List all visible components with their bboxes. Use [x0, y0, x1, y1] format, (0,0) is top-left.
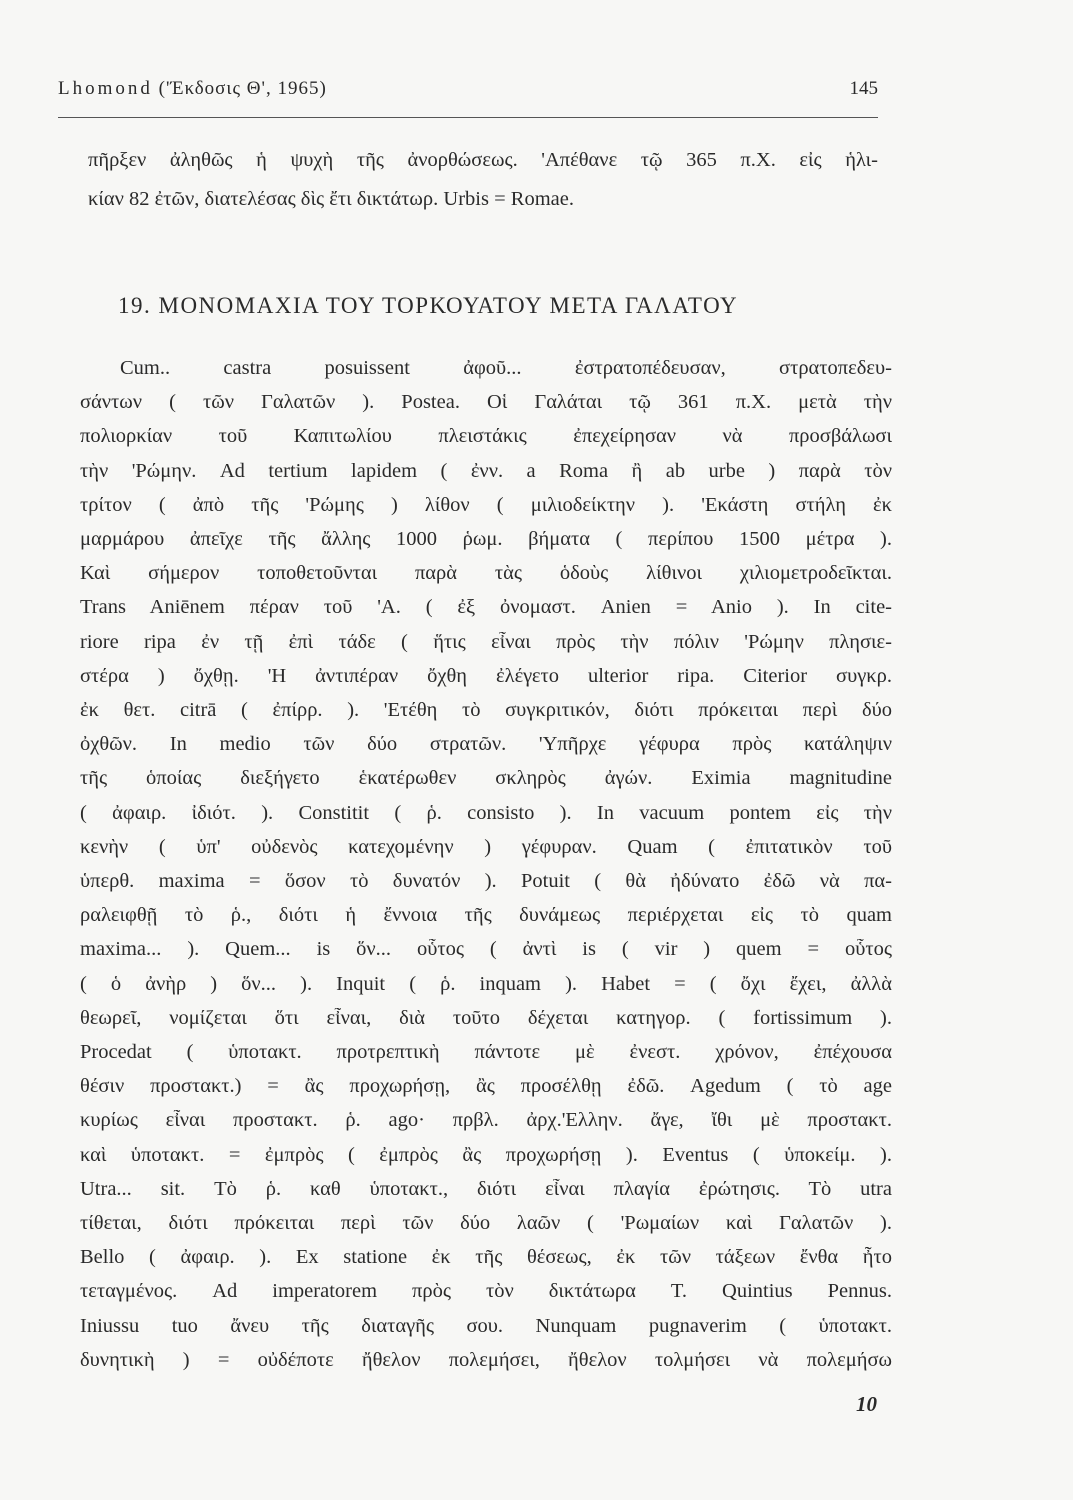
text-line: Procedat ( ὑποτακτ. προτρεπτικὴ πάντοτε μὲ ἐνεστ. χρόνον, ἐπέχουσα: [80, 1042, 892, 1063]
running-head-edition: ('Έκδοσις Θ', 1965): [158, 78, 327, 99]
text-line: ὀχθῶν. In medio τῶν δύο στρατῶν. 'Υπῆρχε γέφυρα πρὸς κατάληψιν: [80, 734, 892, 755]
text-line: τὴν 'Ρώμην. Ad tertium lapidem ( ἐνν. a Roma ἢ ab urbe ) παρὰ τὸν: [80, 461, 892, 482]
text-line: μαρμάρου ἀπεῖχε τῆς ἄλλης 1000 ῥωμ. βήματα ( περίπου 1500 μέτρα ).: [80, 529, 892, 550]
text-line: Καὶ σήμερον τοποθετοῦνται παρὰ τὰς ὁδοὺς λίθινοι χιλιομετροδεῖκται.: [80, 563, 892, 584]
text-line: τίθεται, διότι πρόκειται περὶ τῶν δύο λαῶν ( 'Ρωμαίων καὶ Γαλατῶν ).: [80, 1213, 892, 1234]
text-line: ( ἀφαιρ. ἰδιότ. ). Constitit ( ῥ. consisto ). In vacuum pontem εἰς τὴν: [80, 803, 892, 824]
running-head-author: Lhomond: [58, 78, 153, 99]
header-rule: [58, 117, 878, 118]
text-line: Utra... sit. Τὸ ῥ. καθ ὑποτακτ., διότι εἶναι πλαγία ἐρώτησις. Τὸ utra: [80, 1179, 892, 1200]
text-line: κενὴν ( ὑπ' οὐδενὸς κατεχομένην ) γέφυραν. Quam ( ἐπιτατικὸν τοῦ: [80, 837, 892, 858]
page-number: 145: [849, 78, 878, 99]
text-line: σάντων ( τῶν Γαλατῶν ). Postea. Οἱ Γαλάται τῷ 361 π.Χ. μετὰ τὴν: [80, 392, 892, 413]
text-line: Trans Aniēnem πέραν τοῦ 'Α. ( ἐξ ὀνομαστ. Anien = Anio ). In cite-: [80, 597, 892, 618]
text-line: Iniussu tuo ἄνευ τῆς διαταγῆς σου. Nunquam pugnaverim ( ὑποτακτ.: [80, 1316, 892, 1337]
text-line: ἐκ θετ. citrā ( ἐπίρρ. ). 'Ετέθη τὸ συγκριτικόν, διότι πρόκειται περὶ δύο: [80, 700, 892, 721]
text-line: πολιορκίαν τοῦ Καπιτωλίου πλειστάκις ἐπεχείρησαν νὰ προσβάλωσι: [80, 426, 892, 447]
text-line: τῆς ὁποίας διεξήγετο ἑκατέρωθεν σκληρὸς ἀγών. Eximia magnitudine: [80, 768, 892, 789]
text-line: δυνητικὴ ) = οὐδέποτε ἤθελον πολεμήσει, ἤθελον τολμήσει νὰ πολεμήσω: [80, 1350, 892, 1371]
text-line: τρίτον ( ἀπὸ τῆς 'Ρώμης ) λίθον ( μιλιοδείκτην ). 'Εκάστη στήλη ἐκ: [80, 495, 892, 516]
text-line: Bello ( ἀφαιρ. ). Ex statione ἐκ τῆς θέσεως, ἐκ τῶν τάξεων ἔνθα ἦτο: [80, 1247, 892, 1268]
signature-number: 10: [856, 1392, 877, 1416]
text-line: κίαν 82 ἐτῶν, διατελέσας δὶς ἔτι δικτάτωρ. Urbis = Romae.: [88, 189, 574, 210]
text-line: θεωρεῖ, νομίζεται ὅτι εἶναι, διὰ τοῦτο δέχεται κατηγορ. ( fortissimum ).: [80, 1008, 892, 1029]
text-line: maxima... ). Quem... is ὅν... οὗτος ( ἀντὶ is ( vir ) quem = οὗτος: [80, 939, 892, 960]
text-line: ὑπερθ. maxima = ὅσον τὸ δυνατόν ). Potuit ( θὰ ἠδύνατο ἐδῶ νὰ πα-: [80, 871, 892, 892]
section-title: 19. ΜΟΝΟΜΑΧΙΑ ΤΟΥ ΤΟΡΚΟΥΑΤΟΥ ΜΕΤΑ ΓΑΛΑΤΟΥ: [118, 293, 739, 318]
text-line: κυρίως εἶναι προστακτ. ῥ. ago· πρβλ. ἀρχ.'Ελλην. ἄγε, ἴθι μὲ προστακτ.: [80, 1110, 892, 1131]
text-line: ραλειφθῇ τὸ ῥ., διότι ἡ ἔννοια τῆς δυνάμεως περιέρχεται εἰς τὸ quam: [80, 905, 892, 926]
text-line: τεταγμένος. Ad imperatorem πρὸς τὸν δικτάτωρα T. Quintius Pennus.: [80, 1281, 892, 1302]
text-line: Cum.. castra posuissent ἀφοῦ... ἐστρατοπέδευσαν, στρατοπεδευ-: [120, 358, 892, 379]
text-line: ( ὁ ἀνὴρ ) ὅν... ). Inquit ( ῥ. inquam ). Habet = ( ὄχι ἔχει, ἀλλὰ: [80, 974, 892, 995]
text-line: θέσιν προστακτ.) = ἂς προχωρήσῃ, ἂς προσέλθῃ ἐδῶ. Agedum ( τὸ age: [80, 1076, 892, 1097]
text-line: riore ripa ἐν τῇ ἐπὶ τάδε ( ἥτις εἶναι πρὸς τὴν πόλιν 'Ρώμην πλησιε-: [80, 632, 892, 653]
running-head-title: [58, 78, 327, 100]
text-line: πῆρξεν ἀληθῶς ἡ ψυχὴ τῆς ἀνορθώσεως. 'Απέθανε τῷ 365 π.Χ. εἰς ἡλι-: [88, 150, 878, 171]
running-head: [58, 78, 878, 110]
text-line: στέρα ) ὄχθῃ. 'Η ἀντιπέραν ὄχθη ἐλέγετο ulterior ripa. Citerior συγκρ.: [80, 666, 892, 687]
text-line: καὶ ὑποτακτ. = ἐμπρὸς ( ἐμπρὸς ἂς προχωρήσῃ ). Eventus ( ὑποκείμ. ).: [80, 1145, 892, 1166]
